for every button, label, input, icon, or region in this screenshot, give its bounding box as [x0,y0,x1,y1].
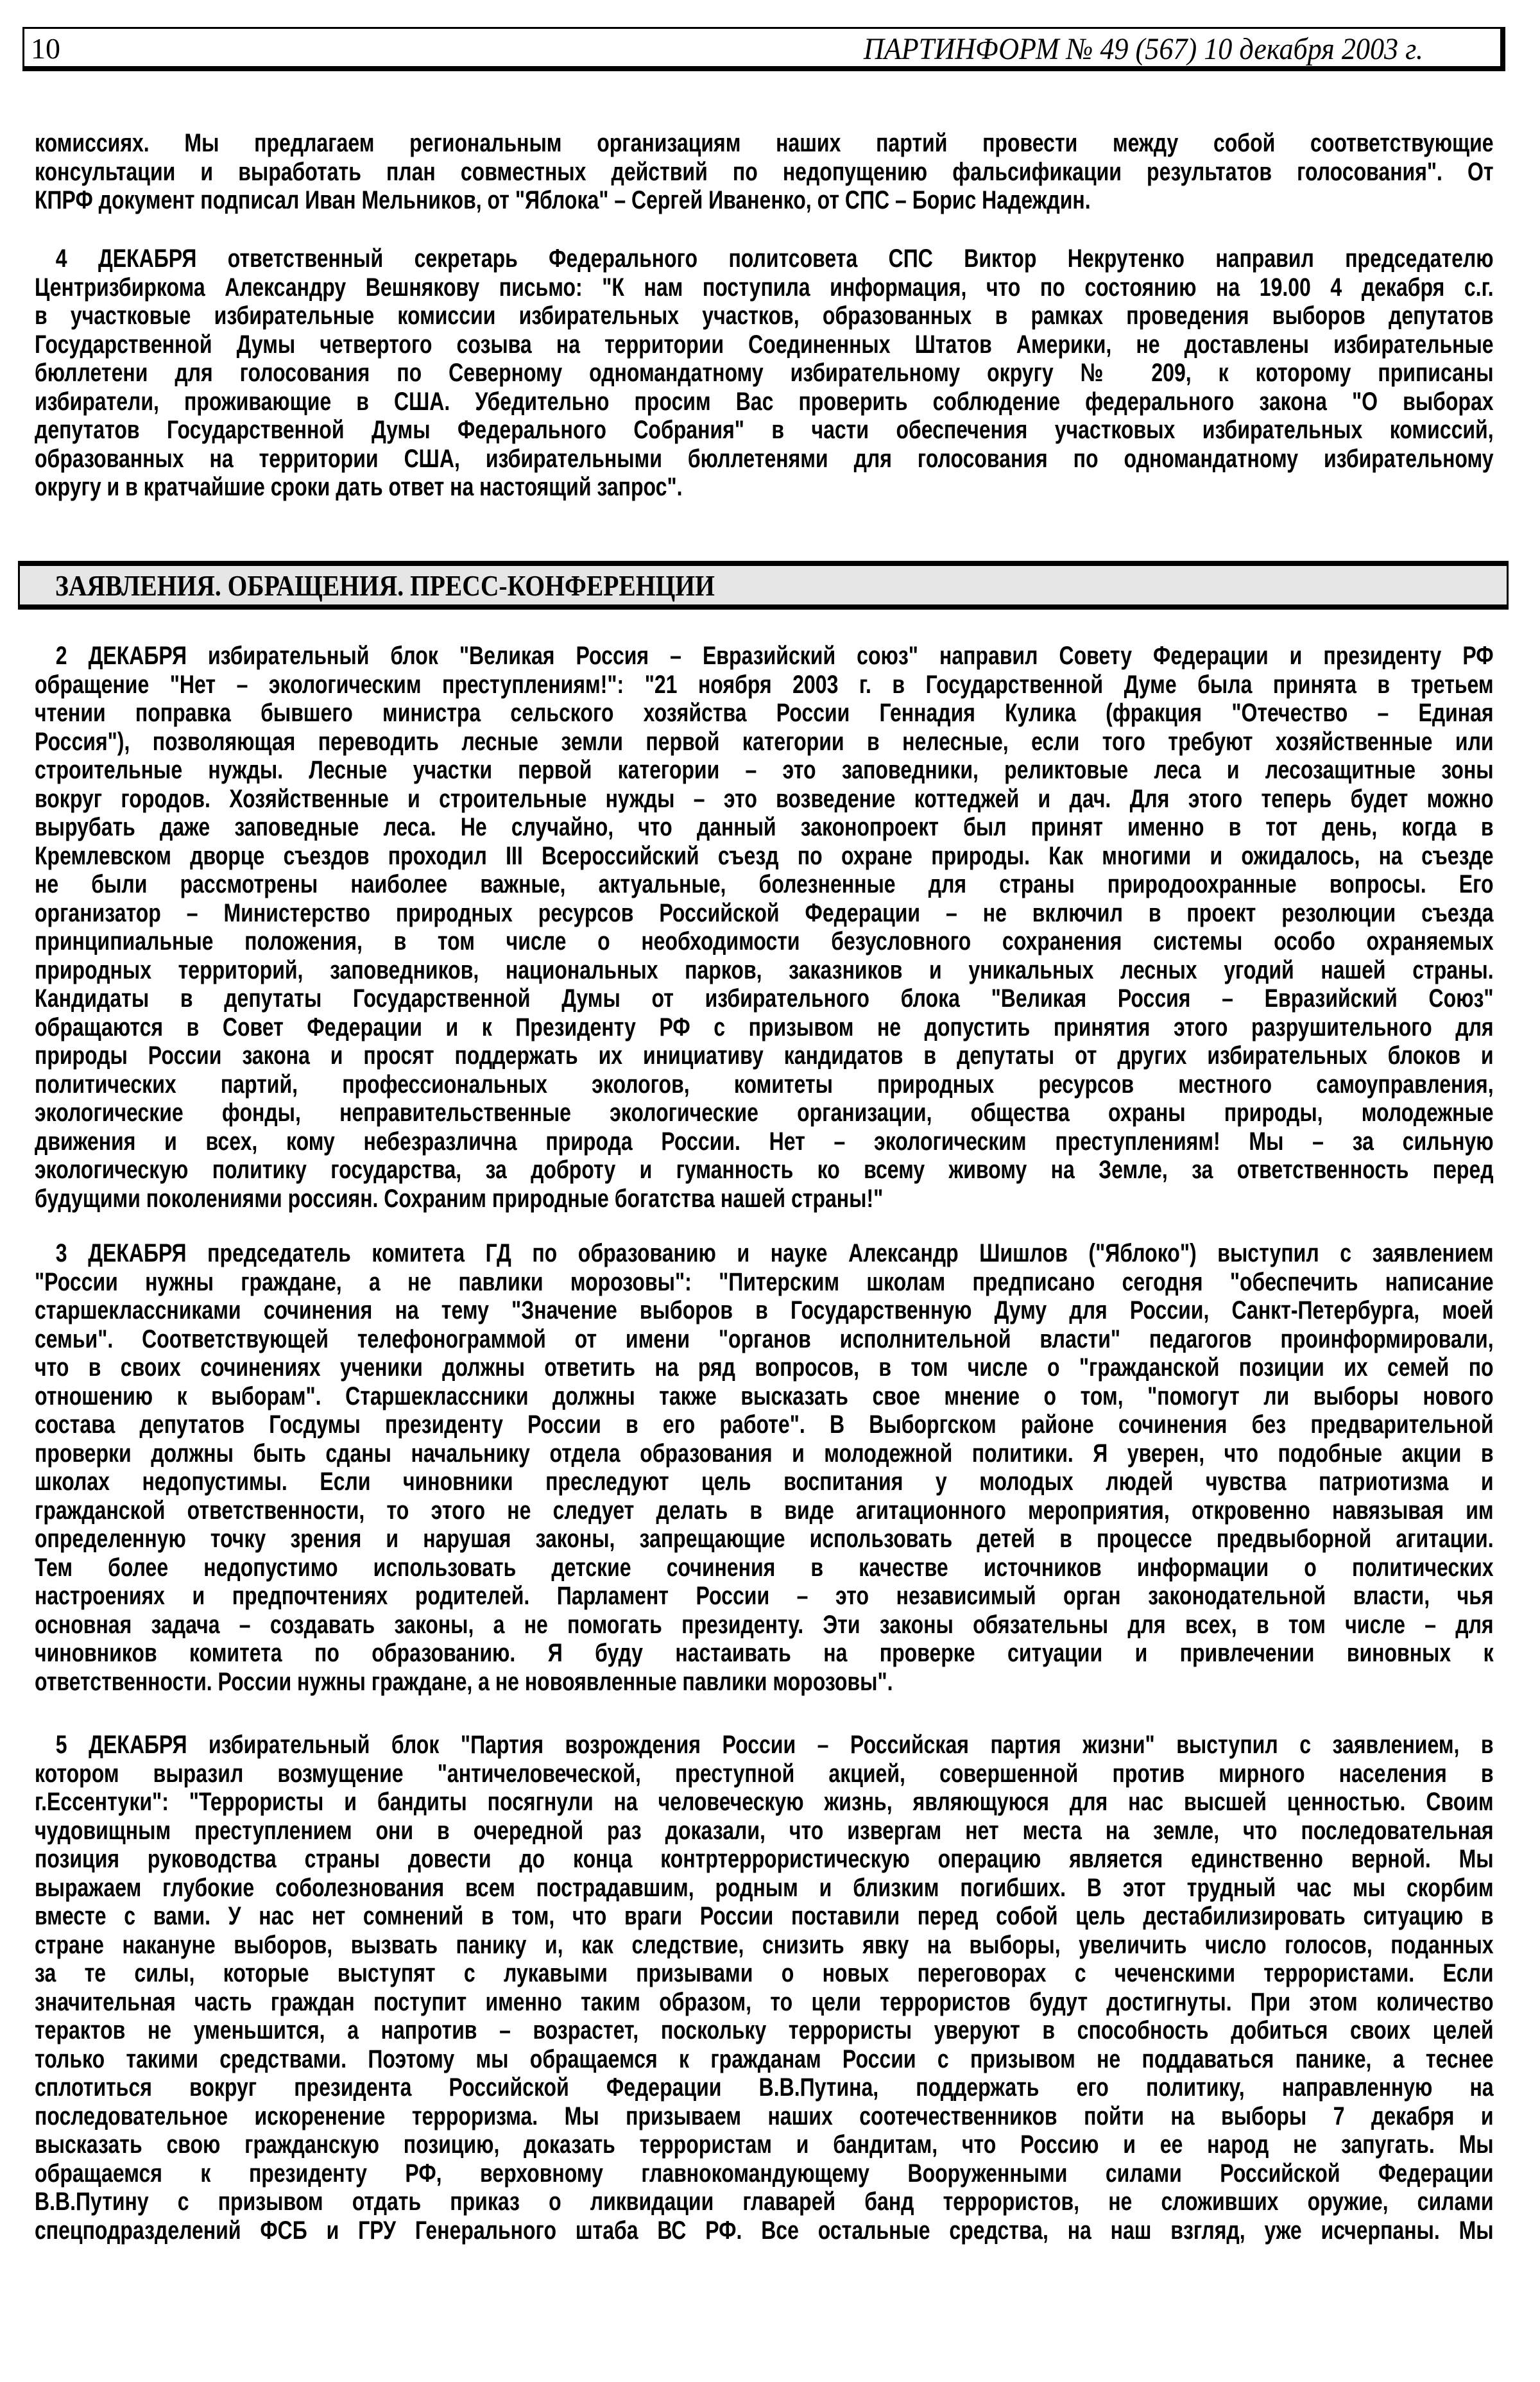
text-line: высказать свою гражданскую позицию, доказать террористам и бандитам, что Россию и ее народ не запугать. Мы [35,2130,1494,2159]
text-line: не были рассмотрены наиболее важные, актуальные, болезненные для страны природоохранные вопросы. Его [35,870,1494,898]
page-header [22,27,1505,71]
text-line: комиссиях. Мы предлагаем региональным организациям наших партий провести между собой соответствующие [35,129,1494,157]
text-line: чудовищным преступлением они в очередной раз доказали, что извергам нет места на земле, что последовательная [35,1816,1494,1845]
text-line: 3 ДЕКАБРЯ председатель комитета ГД по образованию и науке Александр Шишлов ("Яблоко") выступил с заявлением [55,1239,1494,1267]
text-line: обращаются в Совет Федерации и к Президенту РФ с призывом не допустить принятия этого разрушительного для [35,1013,1494,1041]
text-line: значительная часть граждан поступит именно таким образом, то цели террористов будут достигнуты. При этом количество [35,1987,1494,2016]
text-line: Центризбиркома Александру Вешнякову письмо: "К нам поступила информация, что по состоянию на 19.00 4 декабря с.г. [35,273,1494,302]
text-line: 2 ДЕКАБРЯ избирательный блок "Великая Россия – Евразийский союз" направил Совету Федерации и президенту РФ [55,642,1494,670]
text-line: В.В.Путину с призывом отдать приказ о ликвидации главарей банд террористов, не сложивших оружие, силами [35,2188,1494,2216]
text-line: Тем более недопустимо использовать детские сочинения в качестве источников информации о политических [35,1553,1494,1582]
text-line: в участковые избирательные комиссии избирательных участков, образованных в рамках проведения выборов депутатов [35,302,1494,330]
paragraph-velikaya-rossiya [35,642,1494,1213]
text-line: позиция руководства страны довести до конца контртеррористическую операцию является единственно верной. Мы [35,1845,1494,1873]
text-line: за те силы, которые выступят с лукавыми призывами о новых переговорах с чеченскими террористами. Если [35,1959,1494,1987]
section-header [18,561,1509,610]
text-line: экологические фонды, неправительственные экологические организации, общества охраны природы, молодежные [35,1099,1494,1127]
text-line: ответственности. России нужны граждане, а не новоявленные павлики морозовы". [35,1667,893,1696]
text-line: принципиальные положения, в том числе о необходимости безусловного сохранения системы особо охраняемых [35,927,1494,955]
text-line: КПРФ документ подписал Иван Мельников, от "Яблока" – Сергей Иваненко, от СПС – Борис Надеждин. [35,186,1091,214]
text-line: настроениях и предпочтениях родителей. Парламент России – это независимый орган законодательной власти, чья [35,1582,1494,1610]
text-line: состава депутатов Госдумы президенту России в его работе". В Выборгском районе сочинения без предварительной [35,1410,1494,1439]
text-line: экологическую политику государства, за доброту и гуманность ко всему живому на Земле, за ответственность перед [35,1156,1494,1184]
paragraph-continuation [35,129,1494,215]
text-line: 5 ДЕКАБРЯ избирательный блок "Партия возрождения России – Российская партия жизни" выступил с заявлением, в [55,1731,1494,1759]
text-line: терактов не уменьшится, а напротив – возрастет, поскольку террористы уверуют в способность добиться своих целей [35,2016,1494,2044]
text-line: Кремлевском дворце съездов проходил III Всероссийский съезд по охране природы. Как многими и ожидалось, на съезде [35,841,1494,870]
text-line: определенную точку зрения и нарушая законы, запрещающие использовать детей в процессе предвыборной агитации. [35,1525,1494,1553]
text-line: Кандидаты в депутаты Государственной Думы от избирательного блока "Великая Россия – Евразийский Союз" [35,984,1494,1013]
text-line: Россия"), позволяющая переводить лесные земли первой категории в нелесные, если того требуют хозяйственные или [35,727,1494,756]
text-line: котором выразил возмущение "античеловеческой, преступной акцией, совершенной против мирного населения в [35,1759,1494,1788]
text-line: отношению к выборам". Старшеклассники должны также высказать свое мнение о том, "помогут ли выборы нового [35,1382,1494,1410]
text-line: будущими поколениями россиян. Сохраним природные богатства нашей страны!" [35,1184,884,1213]
text-line: обращаемся к президенту РФ, верховному главнокомандующему Вооруженными силами Российской Федерации [35,2159,1494,2188]
text-line: "России нужны граждане, а не павлики морозовы": "Питерским школам предписано сегодня "обеспечить написание [35,1267,1494,1296]
page-number: 10 [31,32,60,65]
text-line: обращение "Нет – экологическим преступлениям!": "21 ноября 2003 г. в Государственной Думе была принята в третьем [35,670,1494,699]
text-line: семьи". Соответствующей телефонограммой от имени "органов исполнительной власти" педагогов проинформировали, [35,1324,1494,1353]
text-line: природы России закона и просят поддержать их инициативу кандидатов в депутаты от других избирательных блоков и [35,1041,1494,1070]
text-line: движения и всех, кому небезразлична природа России. Нет – экологическим преступлениям! Мы – за сильную [35,1127,1494,1156]
text-line: политических партий, профессиональных экологов, комитеты природных ресурсов местного самоуправления, [35,1070,1494,1099]
text-line: последовательное искоренение терроризма. Мы призываем наших соотечественников пойти на выборы 7 декабря и [35,2102,1494,2130]
text-line: депутатов Государственной Думы Федерального Собрания" в части обеспечения участковых избирательных комиссий, [35,416,1494,444]
text-line: 4 ДЕКАБРЯ ответственный секретарь Федерального политсовета СПС Виктор Некрутенко направил председателю [55,244,1494,273]
text-line: вырубать даже заповедные леса. Не случайно, что данный законопроект был принят именно в тот день, когда в [35,813,1494,841]
text-line: чтении поправка бывшего министра сельского хозяйства России Геннадия Кулика (фракция "Отечество – Единая [35,699,1494,727]
text-line: школах недопустимы. Если чиновники преследуют цель воспитания у молодых людей чувства патриотизма и [35,1468,1494,1496]
text-line: образованных на территории США, избирательными бюллетенями для голосования по одномандатному избирательному [35,444,1494,473]
publication-title: ПАРТИНФОРМ № 49 (567) 10 декабря 2003 г. [863,32,1423,66]
text-line: проверки должны быть сданы начальнику отдела образования и молодежной политики. Я уверен, что подобные акции в [35,1439,1494,1468]
text-line: строительные нужды. Лесные участки первой категории – это заповедники, реликтовые леса и лесозащитные зоны [35,756,1494,784]
text-line: сплотиться вокруг президента Российской Федерации В.В.Путина, поддержать его политику, направленную на [35,2073,1494,2102]
paragraph-shishlov [35,1239,1494,1696]
paragraph-sps-letter [35,244,1494,502]
text-line: вместе с вами. У нас нет сомнений в том, что враги России поставили перед собой цель дестабилизировать ситуацию в [35,1902,1494,1930]
text-line: консультации и выработать план совместных действий по недопущению фальсификации результатов голосования". От [35,157,1494,186]
text-line: основная задача – создавать законы, а не помогать президенту. Эти законы обязательны для всех, в том числе – для [35,1610,1494,1639]
text-line: спецподразделений ФСБ и ГРУ Генерального штаба ВС РФ. Все остальные средства, на наш взгляд, уже исчерпаны. Мы [35,2216,1494,2245]
text-line: только такими средствами. Поэтому мы обращаемся к гражданам России с призывом не поддаваться панике, а теснее [35,2044,1494,2073]
text-line: округу и в кратчайшие сроки дать ответ на настоящий запрос". [35,473,683,501]
text-line: организатор – Министерство природных ресурсов Российской Федерации – не включил в проект резолюции съезда [35,898,1494,927]
section-title: ЗАЯВЛЕНИЯ. ОБРАЩЕНИЯ. ПРЕСС-КОНФЕРЕНЦИИ [55,569,715,602]
text-line: что в своих сочинениях ученики должны ответить на ряд вопросов, в том числе о "гражданской позиции их семей по [35,1353,1494,1382]
text-line: чиновников комитета по образованию. Я буду настаивать на проверке ситуации и привлечении виновных к [35,1639,1494,1667]
text-line: природных территорий, заповедников, национальных парков, заказников и уникальных лесных угодий нашей страны. [35,955,1494,984]
text-line: бюллетени для голосования по Северному одномандатному избирательному округу № 209, к которому приписаны [35,359,1494,387]
text-line: гражданской ответственности, то этого не следует делать в виде агитационного мероприятия, откровенно навязывая им [35,1496,1494,1525]
text-line: выражаем глубокие соболезнования всем пострадавшим, родным и близким погибших. В этот трудный час мы скорбим [35,1873,1494,1902]
text-line: старшеклассниками сочинения на тему "Значение выборов в Государственную Думу для России, Санкт-Петербурга, моей [35,1296,1494,1324]
text-line: избиратели, проживающие в США. Убедительно просим Вас проверить соблюдение федерального закона "О выборах [35,387,1494,416]
text-line: Государственной Думы четвертого созыва на территории Соединенных Штатов Америки, не доставлены избирательные [35,330,1494,359]
text-line: вокруг городов. Хозяйственные и строительные нужды – это возведение коттеджей и дач. Для этого теперь будет можно [35,784,1494,813]
text-line: г.Ессентуки": "Террористы и бандиты посягнули на человеческую жизнь, являющуюся для нас высшей ценностью. Своим [35,1788,1494,1816]
paragraph-partiya-vozrozhdeniya [35,1731,1494,2245]
text-line: стране накануне выборов, вызвать панику и, как следствие, снизить явку на выборы, увеличить число голосов, поданных [35,1930,1494,1959]
